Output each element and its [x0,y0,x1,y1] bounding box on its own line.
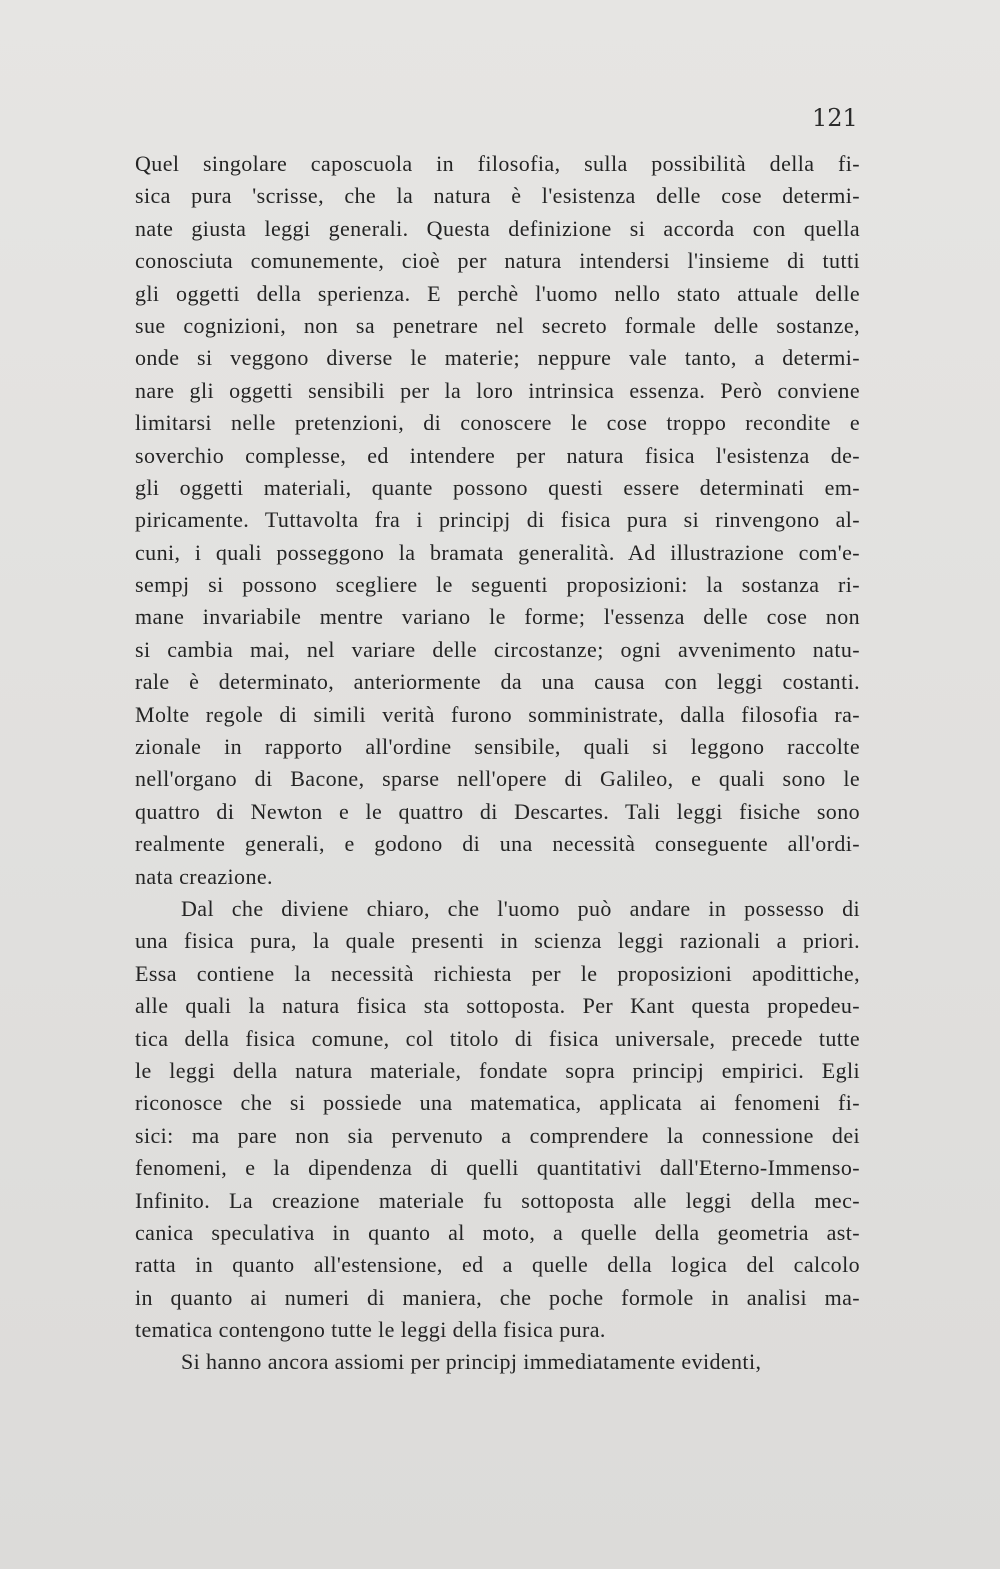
text-line: realmente generali, e godono di una necessità conseguente all'ordi- [135,831,860,857]
text-line: sue cognizioni, non sa penetrare nel secreto formale delle sostanze, [135,312,860,338]
text-line: ratta in quanto all'estensione, ed a quelle della logica del calcolo [135,1252,860,1278]
text-line: Essa contiene la necessità richiesta per le proposizioni apodittiche, [135,960,860,986]
text-line: onde si veggono diverse le materie; neppure vale tanto, a determi- [135,345,860,371]
text-line: in quanto ai numeri di maniera, che poche formole in analisi ma- [135,1284,860,1310]
text-line: rale è determinato, anteriormente da una causa con leggi costanti. [135,669,860,695]
text-line: mane invariabile mentre variano le forme; l'essenza delle cose non [135,604,860,630]
text-line: canica speculativa in quanto al moto, a quelle della geometria ast- [135,1219,860,1245]
text-line: Quel singolare caposcuola in filosofia, sulla possibilità della fi- [135,151,860,176]
text-line: Infinito. La creazione materiale fu sottoposta alle leggi della mec- [135,1187,860,1213]
text-line: zionale in rapporto all'ordine sensibile, quali si leggono raccolte [135,734,860,760]
text-line: gli oggetti materiali, quante possono questi essere determinati em- [135,474,860,500]
paragraph [135,148,860,893]
text-line: nate giusta leggi generali. Questa definizione si accorda con quella [135,215,860,241]
text-line: piricamente. Tuttavolta fra i principj di fisica pura si rinvengono al- [135,507,860,533]
text-line: nare gli oggetti sensibili per la loro intrinsica essenza. Però conviene [135,377,860,403]
paragraph [135,893,860,1346]
text-line: Dal che diviene chiaro, che l'uomo può andare in possesso di [181,895,860,921]
text-line: le leggi della natura materiale, fondate sopra principj empirici. Egli [135,1057,860,1083]
text-line: tica della fisica comune, col titolo di fisica universale, precede tutte [135,1025,860,1051]
body-text [135,148,860,1379]
paragraph [135,1346,860,1378]
text-line: Molte regole di simili verità furono somministrate, dalla filosofia ra- [135,701,860,727]
text-line: sica pura 'scrisse, che la natura è l'esistenza delle cose determi- [135,183,860,209]
text-line: soverchio complesse, ed intendere per natura fisica l'esistenza de- [135,442,860,468]
text-line: Si hanno ancora assiomi per principj immediatamente evidenti, [181,1349,762,1375]
text-line: cuni, i quali posseggono la bramata generalità. Ad illustrazione com'e- [135,539,860,565]
text-line: conosciuta comunemente, cioè per natura intendersi l'insieme di tutti [135,248,860,274]
text-line: tematica contengono tutte le leggi della fisica pura. [135,1317,606,1343]
text-line: una fisica pura, la quale presenti in scienza leggi razionali a priori. [135,928,860,954]
page-number: 121 [812,104,858,132]
text-line: limitarsi nelle pretenzioni, di conoscere le cose troppo recondite e [135,410,860,436]
text-line: nata creazione. [135,863,273,889]
text-line: sempj si possono scegliere le seguenti proposizioni: la sostanza ri- [135,572,860,598]
text-line: fenomeni, e la dipendenza di quelli quantitativi dall'Eterno-Immenso- [135,1155,860,1181]
text-line: si cambia mai, nel variare delle circostanze; ogni avvenimento natu- [135,636,860,662]
text-line: riconosce che si possiede una matematica, applicata ai fenomeni fi- [135,1090,860,1116]
text-line: alle quali la natura fisica sta sottoposta. Per Kant questa propedeu- [135,993,860,1019]
text-line: gli oggetti della sperienza. E perchè l'uomo nello stato attuale delle [135,280,860,306]
text-line: quattro di Newton e le quattro di Descartes. Tali leggi fisiche sono [135,798,860,824]
text-line: nell'organo di Bacone, sparse nell'opere di Galileo, e quali sono le [135,766,860,792]
text-line: sici: ma pare non sia pervenuto a comprendere la connessione dei [135,1122,860,1148]
